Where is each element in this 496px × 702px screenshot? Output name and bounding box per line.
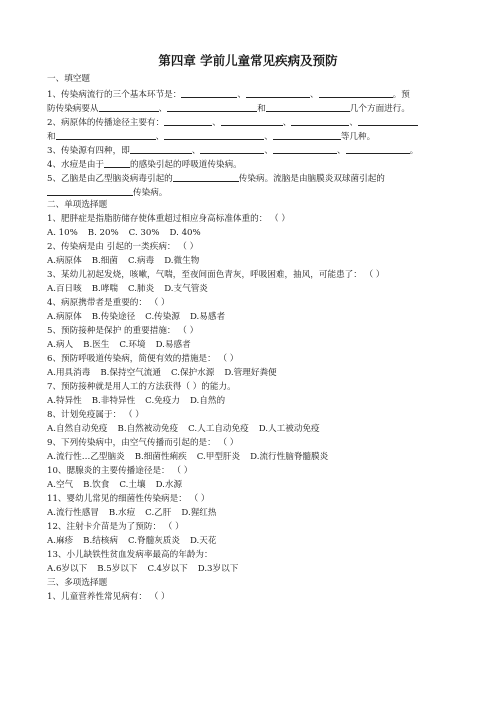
answer-option[interactable]: B. 20% [87,228,119,238]
answer-options [47,396,235,407]
answer-options [47,508,226,519]
answer-option[interactable]: B.饮食 [83,480,110,490]
answer-blank[interactable] [291,116,349,126]
answer-blank[interactable] [99,102,159,112]
answer-option[interactable]: D.天花 [189,536,217,546]
question-stem: 10、腮腺炎的主要传播途径是： （ ） [47,466,193,476]
answer-option[interactable]: D. 40% [169,228,201,238]
question-stem: 6、预防呼吸道传染病，简便有效的措施是： （ ） [47,354,239,364]
fill-question-2: 2、病原体的传播途径主要有： 、 、 、 [47,116,418,129]
answer-blank[interactable] [246,88,310,98]
answer-option[interactable]: C. 30% [128,228,160,238]
fill-question-3: 3、传染源有四种，即 、 、 、 。 [47,146,419,156]
answer-blank[interactable] [167,102,257,112]
answer-option[interactable]: C.乙肝 [145,508,172,518]
answer-option[interactable]: D.易感者 [155,340,191,350]
answer-blank[interactable] [266,102,350,112]
question-stem: 3、某幼儿初起发烧，咳嗽，气喘，至夜间面色青灰，呼吸困难，抽风，可能患了： （ ） [47,270,385,280]
answer-option[interactable]: B.保持空气流通 [100,368,161,378]
question-stem: 9、下列传染病中，由空气传播而引起的是： （ ） [47,438,239,448]
answer-option[interactable]: B.5岁以下 [97,564,138,574]
fill-question-1: 1、传染病流行的三个基本环节是： 、 、 。预 [47,90,410,100]
fill-question-5: 5、乙脑是由乙型脑炎病毒引起的 传染病。流脑是由脑膜炎双球菌引起的 [47,174,385,184]
answer-option[interactable]: A.百日咳 [47,284,82,294]
answer-option[interactable]: B.传染途径 [91,312,136,322]
answer-option[interactable]: C.4岁以下 [147,564,188,574]
answer-blank[interactable] [173,172,239,182]
question-stem: 13、小儿缺铁性贫血发病率最高的年龄为： [47,550,213,560]
answer-option[interactable]: D.3岁以下 [197,564,239,574]
answer-blank[interactable] [319,88,393,98]
section-heading-fill: 一、填空题 [47,74,90,84]
fill-question-5-cont: 传染病。 [47,186,167,199]
answer-option[interactable]: A.用具消毒 [47,368,91,378]
answer-options [47,256,209,267]
answer-option[interactable]: C.免疫力 [145,396,180,406]
answer-blank[interactable] [56,130,156,140]
answer-option[interactable]: C.保护水源 [170,368,215,378]
answer-blank[interactable] [164,130,264,140]
answer-option[interactable]: D.自然的 [189,396,226,406]
question-stem: 8、计划免疫属于： （ ） [47,410,144,420]
answer-blank[interactable] [200,144,264,154]
answer-option[interactable]: D.水源 [155,480,183,490]
answer-blank[interactable] [104,158,130,168]
answer-option[interactable]: B.水痘 [108,508,136,518]
question-stem: 4、病原携带者是重要的： （ ） [47,298,170,308]
answer-option[interactable]: C.土壤 [119,480,146,490]
answer-option[interactable]: A.病原体 [47,256,82,266]
answer-option[interactable]: D.管理好粪便 [224,368,277,378]
question-stem: 1、儿童营养性常见病有： （ ） [47,592,170,602]
answer-blank[interactable] [47,186,133,196]
answer-option[interactable]: D.易感者 [189,312,226,322]
answer-option[interactable]: B.哮喘 [91,284,118,294]
answer-options [47,452,338,463]
answer-option[interactable]: B.结核病 [83,536,118,546]
answer-options [47,312,235,323]
answer-blank[interactable] [181,88,237,98]
answer-option[interactable]: B.细菌 [91,256,118,266]
answer-option[interactable]: C.甲型肝炎 [196,452,241,462]
answer-option[interactable]: B.非特异性 [91,396,136,406]
fill-question-2-cont: 和 、 、 等几种。 [47,132,376,142]
answer-option[interactable]: A.流行性…乙型脑炎 [47,452,125,462]
answer-option[interactable]: A.6岁以下 [47,564,88,574]
answer-options [47,284,218,295]
answer-option[interactable]: A.自然自动免疫 [47,424,108,434]
page-title: 第四章 学前儿童常见疾病及预防 [158,53,338,68]
answer-blank[interactable] [273,130,341,140]
answer-blank[interactable] [273,144,337,154]
answer-option[interactable]: A.流行性感冒 [47,508,99,518]
answer-options [47,536,226,547]
answer-blank[interactable] [358,116,418,126]
answer-blank[interactable] [130,144,192,154]
fill-question-1-cont: 防传染病要从 、 和 几个方面进行。 [47,104,410,114]
answer-option[interactable]: C.人工自动免疫 [188,424,249,434]
fill-question-4: 4、水痘是由于 的感染引起的呼吸道传染病。 [47,160,242,170]
answer-option[interactable]: A.麻疹 [47,536,74,546]
answer-option[interactable]: B.医生 [83,340,110,350]
answer-options [47,424,330,435]
section-heading-single: 二、单项选择题 [47,200,108,210]
question-stem: 11、婴幼儿常见的细菌性传染病是： （ ） [47,494,210,504]
answer-options [47,368,287,379]
question-stem: 7、预防接种就是用人工的方法获得（ ）的能力。 [47,382,236,392]
answer-option[interactable]: A.病人 [47,340,74,350]
answer-option[interactable]: D.流行性脑脊髓膜炎 [250,452,329,462]
question-stem: 2、传染病是由 引起的一类疾病： （ ） [47,242,199,252]
answer-blank[interactable] [346,144,410,154]
section-heading-multi: 三、多项选择题 [47,578,108,588]
answer-options [47,228,211,239]
answer-blank[interactable] [164,116,212,126]
question-stem: 12、注射卡介苗是为了预防： （ ） [47,522,184,532]
answer-option[interactable]: D.人工被动免疫 [258,424,320,434]
answer-options [47,564,248,575]
answer-options [47,340,201,351]
answer-option[interactable]: B.自然被动免疫 [117,424,179,434]
answer-option[interactable]: A.特异性 [47,396,82,406]
answer-option[interactable]: A. 10% [47,228,78,238]
answer-option[interactable]: D.支气管炎 [164,284,208,294]
answer-option[interactable]: C.脊髓灰质炎 [127,536,180,546]
answer-option[interactable]: C.传染源 [145,312,180,322]
answer-option[interactable]: D.猩红热 [181,508,217,518]
answer-option[interactable]: B.细菌性痢疾 [134,452,187,462]
answer-option[interactable]: C.环境 [119,340,146,350]
answer-option[interactable]: A.病原体 [47,312,82,322]
answer-blank[interactable] [221,116,283,126]
answer-option[interactable]: C.肺炎 [127,284,155,294]
question-stem: 1、肥胖症是指脂肪储存使体重超过相应身高标准体重的： （ ） [47,214,290,224]
answer-options [47,480,192,491]
answer-option[interactable]: D.微生物 [164,256,200,266]
answer-option[interactable]: A.空气 [47,480,74,490]
answer-option[interactable]: C.病毒 [127,256,155,266]
question-stem: 5、预防接种是保护 的重要措施： （ ） [47,326,199,336]
